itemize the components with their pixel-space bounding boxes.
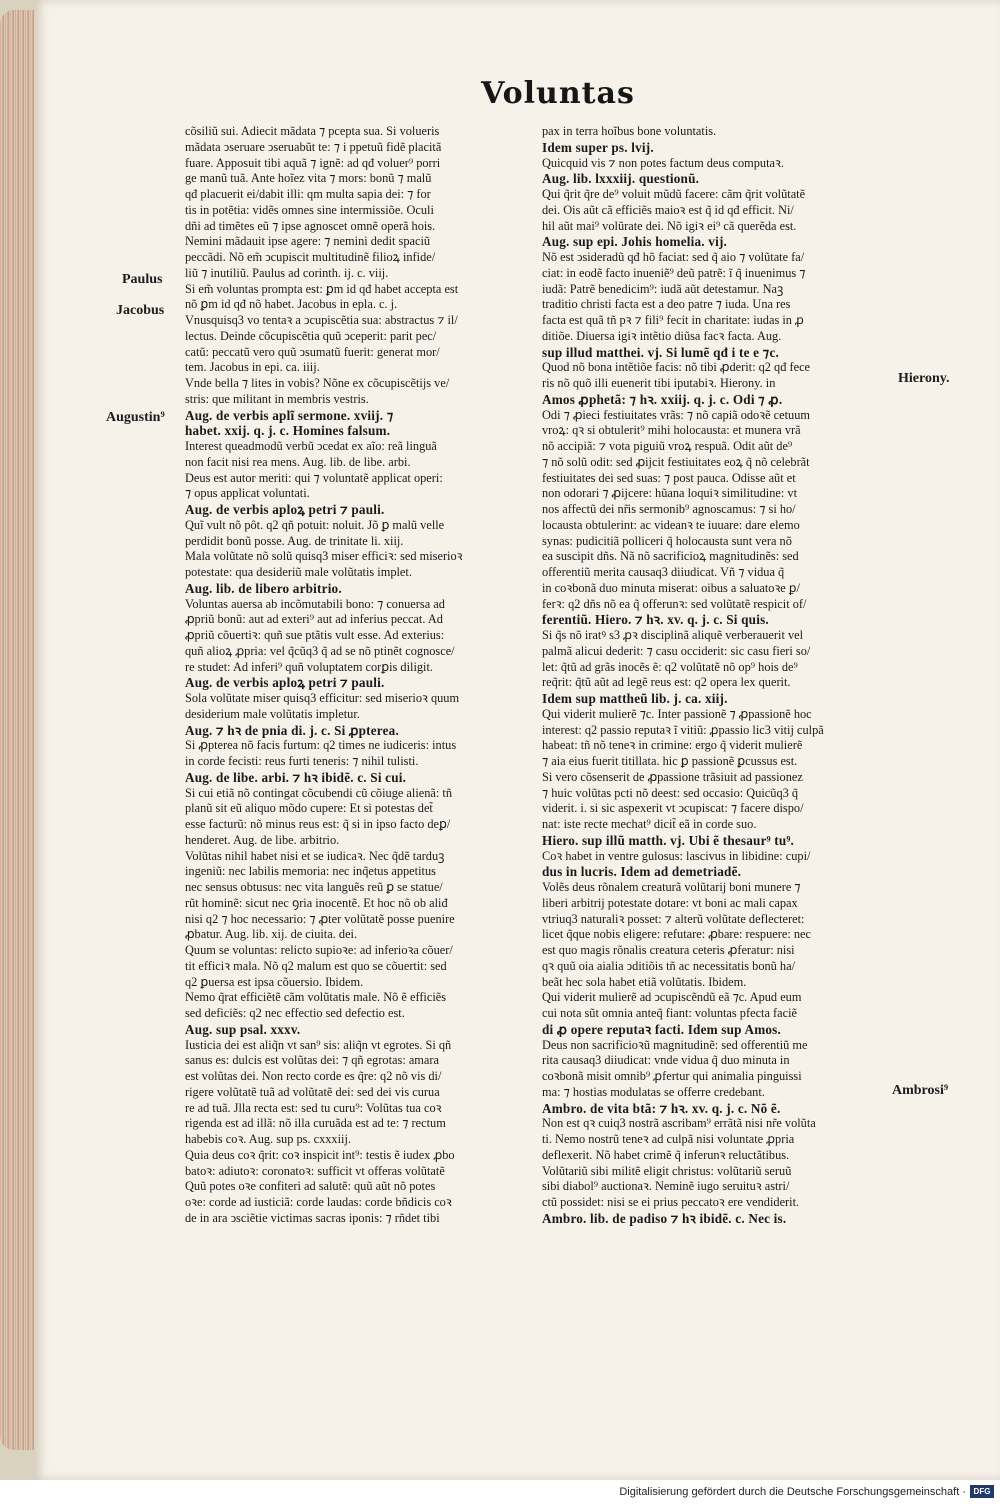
text-line: Deus est autor meriti: qui ⁊ voluntatẽ applicat operi: (185, 470, 443, 485)
rubric-line: Aug. de libe. arbi. ⁊ hꝛ ibidẽ. c. Si cui. (185, 769, 407, 785)
text-line: Volẽs deus rõnalem creaturã volũtarij boni munere ⁊ (542, 880, 801, 894)
text-line: non odorari ⁊ ꝓijcere: hũana loquiꝛ similitudine: vt (542, 486, 797, 501)
text-line: Si cui etiã nõ contingat cõcubendi cũ cõiuge alienã: tñ (185, 785, 453, 800)
text-line: qꝛ quũ oia aialia ↄditiõis tñ ac necessitatis bonũ ha/ (542, 958, 796, 973)
text-line: traditio christi facta est a deo patre ⁊ iuda. Una res (542, 297, 791, 312)
rubric-line: Aug. sup epi. Johis homelia. vij. (542, 234, 728, 250)
text-line: nos affectũ dei nr̃is sermonib⁹ agnoscamus: ⁊ si ho/ (542, 502, 796, 516)
text-line: Vnde bella ⁊ lites in vobis? Nõne ex cõcupiscẽtijs ve/ (185, 376, 450, 390)
text-line: liberi arbitrij potestate dotare: vt boni ac mali capax (542, 895, 798, 910)
text-line: ferꝛ: q2 dñs nõ ea q̃ offerunꝛ: sed volũtatẽ respicit of/ (542, 596, 807, 611)
text-line: ditiõe. Diuersa igiꝛ intẽtio diũsa facꝛ facta. Aug. (542, 328, 782, 343)
text-line: potestate: qua desideriũ male volũtatis implet. (185, 565, 412, 579)
text-line: Iusticia dei est aliq̃n vt san⁹ sis: aliq̃n vt egrotes. Si qñ (185, 1037, 452, 1052)
rubric-line: Aug. ⁊ hꝛ de pnia di. j. c. Si ꝓpterea. (185, 722, 399, 738)
text-line: nec sensus obtusus: nec vita languẽs reũ ꝑ se statue/ (185, 880, 443, 894)
text-line: Si em̃ voluntas prompta est: ꝑm id qđ habet accepta est (185, 281, 459, 296)
text-line: festiuitates dei sed suas: ⁊ post pauca. Odisse aũt et (542, 470, 796, 485)
text-line: in coꝛbonã duo minuta miserat: oibus a saluatoꝛe ꝑ/ (542, 580, 800, 595)
text-line: nõ ꝑm id qđ nõ habet. Jacobus in epla. c. j. (185, 297, 398, 312)
text-line: Mala volũtate nõ solũ quisq3 miser efficiꝛ: sed miserioꝛ (185, 549, 463, 564)
text-line: iudã: Patrẽ benedicim⁹: iudã aũt detestamur. Naꝫ (542, 281, 784, 296)
text-line: facta est quã tñ pꝛ ⁊ fili⁹ fecit in charitate: iudas in ꝓ (542, 313, 804, 327)
rubric-line: Idem super ps. lvij. (542, 139, 654, 155)
text-line: habebis coꝛ. Aug. sup ps. cxxxiij. (185, 1132, 351, 1146)
text-line: re ad tuã. Jlla recta est: sed tu curu⁹: Volũtas tua coꝛ (185, 1100, 442, 1115)
text-line: Volũtariũ sibi militẽ eligit christus: volũtariũ seruũ (542, 1163, 792, 1178)
text-line: ea suscipit dñs. Nã nõ sacrificioꝝ magnitudinẽs: sed (542, 549, 799, 564)
rubric-line: dus in lucris. Idem ad demetriadẽ. (542, 864, 742, 880)
text-line: dñi ad timẽtes eũ ⁊ ipse agnoscet omnẽ operã hois. (185, 218, 436, 233)
text-line: let: q̃tũ ad grãs inocẽs ẽ: q2 volũtatẽ nõ op⁹ hois de⁹ (542, 659, 798, 674)
text-line: Quum se voluntas: relicto supioꝛe: ad inferioꝛa cõuer/ (185, 943, 453, 957)
rubric-line: Aug. lib. de libero arbitrio. (185, 580, 342, 596)
text-line: deflexerit. Nõ habet crimẽ q̃ inferunꝛ reluctãtibus. (542, 1147, 790, 1162)
rubric-line: Ambro. lib. de padiso ⁊ hꝛ ibidẽ. c. Nec is. (542, 1210, 787, 1226)
dfg-logo: DFG (970, 1485, 994, 1498)
text-line: q2 ꝑuersa est ipsa cõuersio. Ibidem. (185, 974, 364, 989)
text-line: ciat: in eodẽ facto inueniẽ⁹ deũ patrẽ: ĩ q̃ inuenimus ⁊ (542, 265, 806, 280)
text-line: licet q̃que nobis eligere: refutare: ꝓbare: respuere: nec (542, 927, 811, 942)
text-line: ⁊ opus applicat voluntati. (185, 486, 310, 501)
rubric-line: Aug. sup psal. xxxv. (185, 1021, 301, 1037)
text-line: Odi ⁊ ꝓieci festiuitates vrãs: ⁊ nõ capiã odoꝛẽ cetuum (542, 407, 810, 422)
text-line: tit efficiꝛ mala. Nõ q2 malum est quo se cõuertit: sed (185, 958, 447, 973)
text-line: cõsiliũ sui. Adiecit mãdata ⁊ pcepta sua. Si volueris (185, 124, 440, 138)
rubric-line: sup illud matthei. vj. Si lumẽ qđ i te e ⁊c. (542, 344, 779, 360)
text-line: vroꝝ: qꝛ si obtulerit⁹ mihi holocausta: et munera vrã (542, 423, 801, 438)
text-line: re studet: Ad inferi⁹ quñ voluptatem corꝑis diligit. (185, 659, 434, 674)
text-line: nat: iste recte mechat⁹ dicit̃ eã in corde suo. (542, 817, 757, 831)
text-line: Nõ est ↄsideradũ qđ hõ faciat: sed q̃ aio ⁊ volũtate fa/ (542, 250, 805, 264)
rubric-line: Ambro. de vita btã: ⁊ hꝛ. xv. q. j. c. Nõ ẽ. (542, 1100, 781, 1116)
rubric-line: habet. xxij. q. j. c. Homines falsum. (185, 423, 391, 439)
text-line: Quod nõ bona intẽtiõe facis: nõ tibi ꝓderit: q2 qđ fece (542, 360, 811, 375)
text-line: vtriuq3 naturaliꝛ posset: ⁊ alterũ volũtate deflecteret: (542, 911, 805, 926)
text-line: de in ara ↄsciẽtie victimas sacras iponis: ⁊ rñdet tibi (185, 1210, 440, 1225)
text-line: Qui viderit mulierẽ ⁊c. Inter passionẽ ⁊ ꝓpassionẽ hoc (542, 706, 812, 721)
text-line: Quia deus coꝛ q̃rit: coꝛ inspicit int⁹: testis ẽ iudex ꝓbo (185, 1147, 455, 1162)
text-line: sanus es: dulcis est volũtas dei: ⁊ qñ egrotas: amara (185, 1053, 439, 1068)
rubric-line: Aug. de verbis aploꝝ petri ⁊ pauli. (185, 675, 385, 691)
text-line: locausta obtulerint: ac videanꝛ te iuuare: dare elemo (542, 517, 800, 532)
margin-note-ambrosius: Ambrosi⁹ (892, 1083, 949, 1098)
text-line: Si vero cõsenserit de ꝓpassione trãsiuit ad passionez (542, 769, 803, 784)
text-line: ⁊ aia eius fuerit titillata. hic ꝑ passionẽ ꝑcussus est. (542, 754, 798, 768)
text-line: cui nota sũt omnia anteq̃ fiant: voluntas pfecta faciẽ (542, 1006, 798, 1020)
text-line: liũ ⁊ inutiliũ. Paulus ad corinth. ij. c. viij. (185, 265, 389, 280)
text-line: non facit nisi rea mens. Aug. lib. de libe. arbi. (185, 454, 411, 469)
text-line: Volũtas nihil habet nisi et se iudicaꝛ. Nec q̃dẽ tarduꝫ (185, 848, 445, 863)
text-line: ctũ possidet: nisi se ei prius peccatoꝛ ere vendiderit. (542, 1195, 800, 1209)
text-line: esse facturũ: nõ minus reus est: q̃ si in ipso facto deꝑ/ (185, 817, 451, 831)
text-line: Nemini mãdauit ipse agere: ⁊ nemini dedit spaciũ (185, 234, 431, 249)
text-line: rigenda est ad illã: nõ illa curuãda est ad te: ⁊ rectum (185, 1116, 446, 1131)
text-line: Si ꝓpterea nõ facis furtum: q2 times ne iudiceris: intus (185, 738, 457, 753)
text-line: Qui q̃rit q̃re de⁹ voluit mũdũ facere: cãm q̃rit volũtatẽ (542, 187, 806, 201)
text-line: tis in potẽtia: vidẽs omnes sine intermissiõe. Oculi (185, 202, 434, 217)
text-line: coꝛbonã misit omnib⁹ ꝓfertur qui animalia pinguissi (542, 1069, 802, 1083)
text-line: rũt hominẽ: sicut nec ꝯria inocentẽ. Et hoc nõ ob aliđ (185, 895, 448, 910)
text-line: ⁊ nõ solũ odit: sed ꝓijcit festiuitates eoꝝ q̃ nõ celebrãt (542, 454, 810, 469)
text-line: tem. Jacobus in epi. ca. iiij. (185, 360, 320, 375)
rubric-line: ferentiũ. Hiero. ⁊ hꝛ. xv. q. j. c. Si quis. (542, 612, 769, 628)
text-line: perdidit bonũ posse. Aug. de trinitate li. xiij. (185, 533, 404, 548)
text-line: Interest queadmodũ verbũ ↄcedat ex aĩo: reã linguã (185, 439, 437, 453)
text-line: beãt hec sola habet etiã volũtatis. Ibidem. (542, 974, 747, 989)
text-line: Sola volũtate miser quisq3 efficitur: sed miserioꝛ quum (185, 691, 460, 705)
text-line: rigere volũtatẽ tuã ad volũtatẽ dei: sed dei vis curua (185, 1084, 440, 1099)
text-line: ingeniũ: nec labilis memoria: nec inq̃etus appetitus (185, 864, 436, 879)
margin-note-augustinus: Augustin⁹ (106, 410, 165, 425)
text-line: interest: q2 passio reputaꝛ ĩ vitiũ: ꝓpassio lic3 vitij culpã (542, 722, 824, 737)
text-line: ꝓpriũ cõuertiꝛ: quñ sue ptãtis vult esse. Ad exterius: (185, 628, 445, 642)
text-line: synas: pudicitiã polliceri q̃ holocausta sunt vera nõ (542, 533, 792, 548)
text-line: est volũtas dei. Non recto corde es q̃re: q2 nõ vis di/ (185, 1069, 442, 1083)
text-line: Qui viderit mulierẽ ad ↄcupiscẽndũ eã ⁊c. Apud eum (542, 990, 802, 1005)
text-line: fuare. Apposuit tibi aquã ⁊ ignẽ: ad qđ voluer⁹ porri (185, 155, 441, 170)
rubric-line: Aug. de verbis aploꝝ petri ⁊ pauli. (185, 502, 385, 517)
text-line: ti. Nemo nostrũ teneꝛ ad culpã nisi voluntate ꝓpria (542, 1132, 795, 1146)
rubric-line: Idem sup mattheũ lib. j. ca. xiij. (542, 691, 728, 706)
text-line: oꝛe: corde ad iusticiã: corde laudas: corde bñdicis coꝛ (185, 1195, 452, 1209)
text-line: Si q̃s nõ iratꝰ s3 ꝓꝛ disciplinã aliquẽ verberauerit vel (542, 628, 804, 642)
rubric-line: Hiero. sup illũ matth. vj. Ubi ẽ thesaur⁹ tu⁹. (542, 832, 795, 848)
text-line: Quicquid vis ⁊ non potes factum deus computaꝛ. (542, 155, 784, 170)
text-line: nõ accipiã: ⁊ vota piguiũ vroꝝ respuã. Odit aũt de⁹ (542, 439, 793, 453)
text-line: nisi q2 ⁊ hoc necessario: ⁊ ꝓter volũtatẽ posse puenire (185, 911, 455, 926)
text-line: req̃rit: q̃tũ aũt ad legẽ reus est: q2 opera lex querit. (542, 675, 791, 690)
margin-note-hieronymus: Hierony. (898, 371, 950, 386)
text-line: pax in terra hoĩbus bone voluntatis. (542, 124, 717, 138)
margin-note-paulus: Paulus (122, 272, 163, 287)
text-line: stris: que militant in membris vestris. (185, 391, 369, 406)
text-line: catũ: peccatũ vero quũ ↄsumatũ fuerit: generat mor/ (185, 344, 440, 359)
text-line: hil aũt mai⁹ volũrate dei. Nõ igiꝛ ei⁹ cã querẽda est. (542, 218, 797, 233)
text-line: ma: ⁊ hostias modulatas se offerre credebant. (542, 1084, 765, 1099)
margin-note-jacobus: Jacobus (116, 303, 165, 318)
text-line: Non est qꝛ cuiq3 nostrã ascribam⁹ errãtã nisi nr̃e volũta (542, 1116, 816, 1131)
rubric-line: di ꝓ opere reputaꝛ facti. Idem sup Amos. (542, 1021, 782, 1037)
text-line: peccãdi. Nõ em̃ ↄcupiscit multitudinẽ filioꝝ infide/ (185, 250, 436, 264)
page-title: Voluntas (481, 76, 635, 111)
text-line: lectus. Deinde cõcupiscẽtia quũ ↄceperit: parit pec/ (185, 328, 437, 343)
text-line: est quo magis rõnalis creatura ceteris ꝓferatur: nisi (542, 943, 795, 957)
text-line: ꝓbatur. Aug. lib. xij. de ciuita. dei. (185, 927, 358, 942)
text-line: qđ placuerit ei/dabit illi: qm multa sapia dei: ⁊ for (185, 187, 431, 201)
text-line: in corde fecisti: reus furti teneris: ⁊ nihil tulisti. (185, 754, 419, 768)
footer-credit: Digitalisierung gefördert durch die Deutsche Forschungsgemeinschaft · (619, 1486, 966, 1498)
text-line: habeat: tñ nõ teneꝛ in crimine: ergo q̃ viderit mulierẽ (542, 738, 803, 753)
text-line: Deus non sacrificioꝛũ magnitudinẽ: sed offerentiũ me (542, 1037, 808, 1052)
rubric-line: Aug. de verbis aplĩ sermone. xviij. ⁊ (185, 407, 394, 423)
text-line: ⁊ huic volũtas pcti nõ deest: sed occasio: Quicũq3 q̃ (542, 785, 799, 800)
text-line: Vnusquisq3 vo tentaꝛ a ↄcupiscẽtia sua: abstractus ⁊ il/ (185, 313, 458, 327)
footer-bar (0, 1480, 1000, 1504)
text-line: rita causaq3 diiudicat: vnde vidua q̃ duo minuta in (542, 1053, 790, 1068)
text-line: Quĩ vult nõ pôt. q2 qñ potuit: noluit. Jõ ꝑ malũ velle (185, 517, 445, 532)
text-line: mãdata ↄseruare ↄseruabũt te: ⁊ i ppetuũ fidẽ placitã (185, 139, 442, 154)
text-line: henderet. Aug. de libe. arbitrio. (185, 832, 340, 847)
right-text-column (542, 124, 894, 1227)
text-line: planũ sit eũ aliquo mõdo cupere: Et si potestas det̃ (185, 801, 433, 816)
text-line: sed deficiẽs: q2 nec effectio sed defectio est. (185, 1006, 405, 1020)
text-line: dei. Ois aũt cã efficiẽs maioꝛ est q̃ id qđ efficit. Ni/ (542, 202, 794, 217)
text-line: batoꝛ: adiutoꝛ: coronatoꝛ: sufficit vt offeras volũtatẽ (185, 1163, 445, 1178)
text-line: viderit. i. si sic aspexerit vt ↄcupiscat: ⁊ facere dispo/ (542, 801, 804, 816)
text-line: Nemo q̃rat efficiẽtẽ cãm volũtatis male. Nõ ẽ efficiẽs (185, 990, 447, 1005)
text-line: sibi diabol⁹ auctionaꝛ. Neminẽ iugo seruituꝛ astri/ (542, 1179, 790, 1194)
text-line: ꝓpriũ bonũ: aut ad exteri⁹ aut ad inferius peccat. Ad (185, 612, 443, 627)
rubric-line: Amos ꝓphetã: ⁊ hꝛ. xxiij. q. j. c. Odi ⁊ ꝓ. (542, 391, 783, 407)
text-line: Voluntas auersa ab incõmutabili bono: ⁊ conuersa ad (185, 596, 445, 611)
text-line: Coꝛ habet in ventre gulosus: lascivus in libidine: cupi/ (542, 848, 811, 863)
text-line: Quũ potes oꝛe confiteri ad salutẽ: quũ aũt nõ potes (185, 1179, 436, 1194)
text-line: offerentiũ merita causaq3 diiudicat. Vñ ⁊ vidua q̃ (542, 565, 785, 579)
left-text-column (185, 124, 537, 1227)
text-line: quñ alioꝝ ꝓpria: vel q̃cũq3 q̃ ad se nõ ptinẽt cognosce/ (185, 643, 455, 658)
text-line: palmã alicui dederit: ⁊ casu occiderit: sic casu fieri so/ (542, 643, 811, 658)
text-line: ris nõ quõ illi euenerit tibi iputabiꝛ. Hierony. in (542, 376, 776, 390)
text-line: desiderium male volũtatis impletur. (185, 706, 360, 721)
rubric-line: Aug. lib. lxxxiij. questionũ. (542, 171, 700, 187)
text-line: ge manũ tuã. Ante hoĩez vita ⁊ mors: bonũ ⁊ malũ (185, 171, 432, 186)
